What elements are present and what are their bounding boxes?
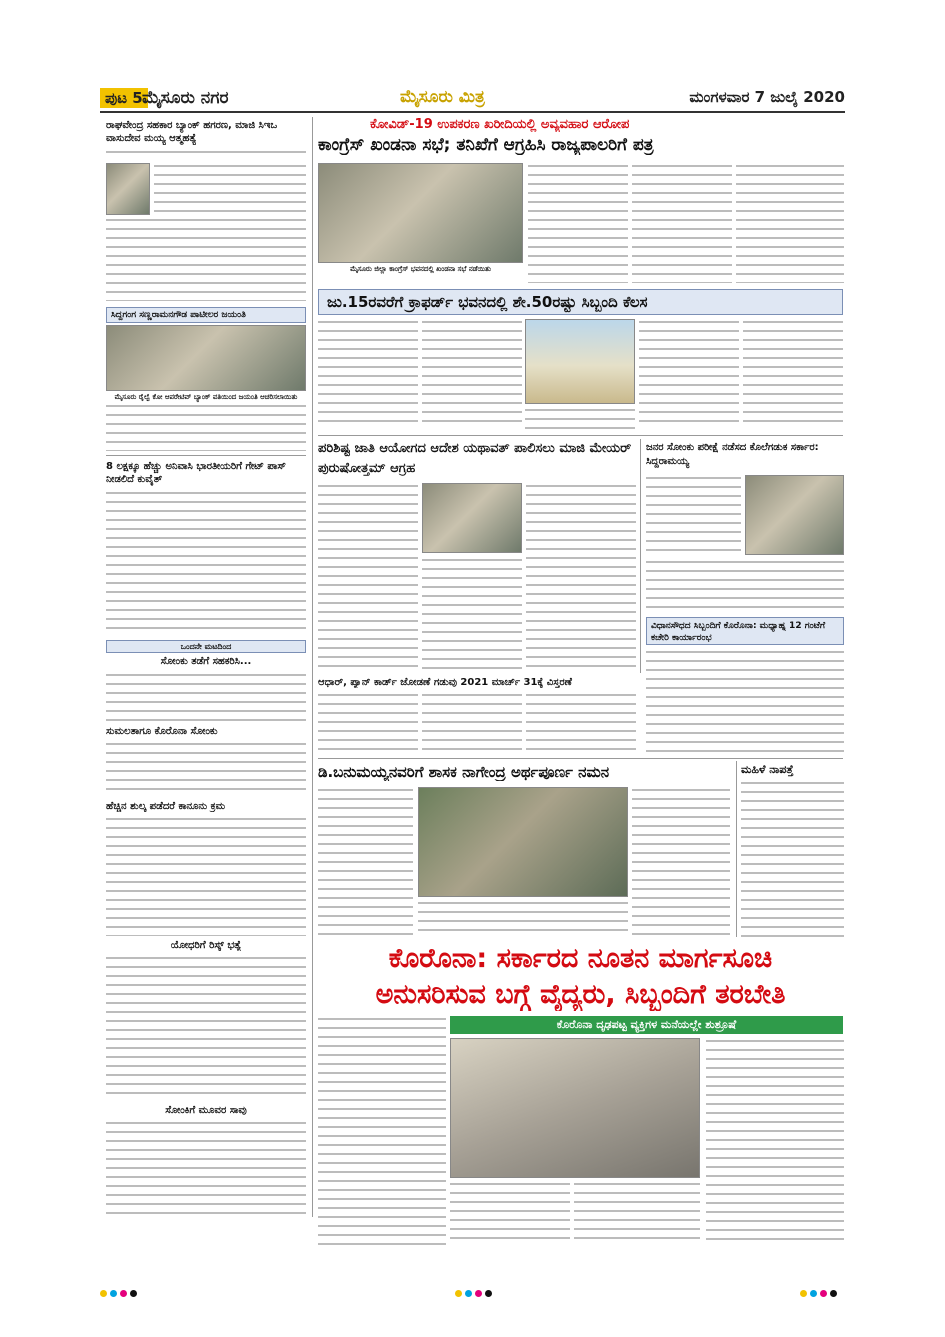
masthead	[100, 85, 845, 113]
jayanti-headline: ಸಿದ್ದಗಂಗ ಸಣ್ಣರಾಮನಗೌಡ ಪಾಟೀಲರ ಜಯಂತಿ	[106, 307, 306, 323]
namana-text-1	[318, 787, 413, 937]
kovid-headline: ಕಾಂಗ್ರೆಸ್ ಖಂಡನಾ ಸಭೆ; ತನಿಖೆಗೆ ಆಗ್ರಹಿಸಿ ರಾಜ್ಯಪಾಲರಿಗೆ ಪತ್ರ	[318, 135, 654, 155]
corona-text-4	[706, 1038, 844, 1246]
kovid-meeting-photo	[318, 163, 523, 263]
column-divider	[640, 439, 641, 673]
soanku-text	[106, 672, 306, 722]
corona-headline-line1: ಕೊರೊನಾ: ಸರ್ಕಾರದ ನೂತನ ಮಾರ್ಗಸೂಚಿ	[388, 943, 773, 974]
jati-text-3	[526, 483, 636, 673]
registration-marks	[455, 1290, 492, 1297]
namana-text-2	[632, 787, 730, 937]
kuwait-story-text	[106, 490, 306, 635]
newspaper-logo: ಮೈಸೂರು ಮಿತ್ರ	[400, 87, 485, 107]
kuwait-headline: 8 ಲಕ್ಷಕ್ಕೂ ಹೆಚ್ಚು ಅನಿವಾಸಿ ಭಾರತೀಯರಿಗೆ ಗೇಟ್ ಪಾಸ್ ನೀಡಲಿದೆ ಕುವೈತ್	[106, 461, 286, 485]
fee-text	[106, 816, 306, 936]
mayor-portrait	[422, 483, 522, 553]
sumalatha-headline: ಸುಮಲತಾಗೂ ಕೊರೊನಾ ಸೋಂಕು	[106, 726, 218, 737]
crawford-text-4	[743, 319, 843, 429]
aadhaar-text-1	[318, 692, 418, 754]
corona-headline-line2: ಅನುಸರಿಸುವ ಬಗ್ಗೆ ವೈದ್ಯರು, ಸಿಬ್ಬಂದಿಗೆ ತರಬೇತಿ	[375, 979, 786, 1010]
jati-text-2	[422, 557, 522, 673]
risk-headline: ಯೋಧರಿಗೆ ರಿಸ್ಕ್ ಭತ್ಯೆ	[170, 940, 242, 951]
namana-caption-text	[418, 900, 628, 937]
column-divider	[736, 761, 737, 937]
missing-woman-text	[741, 780, 844, 937]
siddaramaiah-headline: ಜನರ ಸೋಂಕು ಪರೀಕ್ಷೆ ನಡೆಸದ ಕೊಲೆಗಡುಕ ಸರ್ಕಾರ: ಸಿದ್ದರಾಮಯ್ಯ	[646, 442, 819, 467]
bank-story-text-top	[106, 149, 306, 157]
divider	[106, 455, 306, 456]
training-session-photo	[450, 1038, 700, 1178]
crawford-hall-photo	[525, 319, 635, 404]
section-title: ಮೈಸೂರು ನಗರ	[142, 88, 229, 108]
registration-marks	[800, 1290, 837, 1297]
jayanti-caption-text	[106, 403, 306, 451]
risk-text	[106, 955, 306, 1100]
namana-headline: ಡಿ.ಬನುಮಯ್ಯನವರಿಗೆ ಶಾಸಕ ನಾಗೇಂದ್ರ ಅರ್ಥಪೂರ್ಣ ನಮನ	[318, 763, 610, 781]
jati-text-1	[318, 483, 418, 673]
fee-headline: ಹೆಚ್ಚಿನ ಶುಲ್ಕ ಪಡೆದರೆ ಕಾನೂನು ಕ್ರಮ	[106, 801, 226, 812]
crawford-text-2	[422, 319, 522, 429]
kovid-text-1	[528, 163, 628, 283]
registration-marks	[100, 1290, 137, 1297]
vidhana-soudha-headline: ವಿಧಾನಸೌಧದ ಸಿಬ್ಬಂದಿಗೆ ಕೊರೊನಾ: ಮಧ್ಯಾಹ್ನ 12 ಗಂಟೆಗೆ ಕಚೇರಿ ಕಾರ್ಯಾರಂಭ	[646, 617, 844, 645]
kovid-text-3	[736, 163, 844, 283]
kovid-text-2	[632, 163, 732, 283]
continued-label: ಒಂದನೇ ಮಟದಿಂದ	[106, 640, 306, 653]
crawford-text-3	[639, 319, 739, 429]
page-number: ಪುಟ 5	[100, 88, 148, 108]
kovid-caption: ಮೈಸೂರು ಜಿಲ್ಲಾ ಕಾಂಗ್ರೆಸ್ ಭವನದಲ್ಲಿ ಖಂಡನಾ ಸಭೆ ನಡೆಯಿತು	[350, 265, 491, 273]
death-text	[106, 1120, 306, 1215]
vidhana-soudha-text	[646, 649, 844, 755]
kovid-kicker: ಕೋವಿಡ್-19 ಉಪಕರಣ ಖರೀದಿಯಲ್ಲಿ ಅವ್ಯವಹಾರ ಆರೋಪ	[370, 117, 630, 132]
aadhaar-headline: ಆಧಾರ್, ಪ್ಯಾನ್ ಕಾರ್ಡ್ ಜೋಡಣೆ ಗಡುವು 2021 ಮಾರ್ಚ್ 31ಕ್ಕೆ ವಿಸ್ತರಣೆ	[318, 677, 572, 688]
siddaramaiah-portrait	[745, 475, 844, 555]
crawford-text-1	[318, 319, 418, 429]
column-divider	[312, 117, 313, 1217]
siddaramaiah-text-2	[646, 559, 844, 613]
divider	[318, 758, 843, 759]
divider	[318, 435, 843, 436]
crawford-headline: ಜು.15ರವರೆಗೆ ಕ್ರಾಫರ್ಡ್ ಭವನದಲ್ಲಿ ಶೇ.50ರಷ್ಟು ಸಿಬ್ಬಂದಿ ಕೆಲಸ	[318, 289, 843, 315]
bank-story-text-side	[154, 163, 306, 215]
siddaramaiah-text-1	[646, 475, 741, 555]
home-care-strip: ಕೊರೊನಾ ದೃಢಪಟ್ಟ ವ್ಯಕ್ತಿಗಳ ಮನೆಯಲ್ಲೇ ಶುಶ್ರೂಷೆ	[450, 1016, 843, 1034]
issue-date: ಮಂಗಳವಾರ 7 ಜುಲೈ 2020	[689, 88, 845, 106]
missing-woman-headline: ಮಹಿಳೆ ನಾಪತ್ತೆ	[741, 763, 794, 776]
portrait-photo	[106, 163, 150, 215]
tree-planting-photo	[418, 787, 628, 897]
bank-story-text	[106, 217, 306, 301]
death-headline: ಸೋಂಕಿಗೆ ಮೂವರ ಸಾವು	[165, 1105, 247, 1116]
crawford-caption-text	[525, 407, 635, 429]
jati-headline: ಪರಿಶಿಷ್ಟ ಜಾತಿ ಆಯೋಗದ ಆದೇಶ ಯಥಾವತ್ ಪಾಲಿಸಲು ಮಾಜಿ ಮೇಯರ್ ಪುರುಷೋತ್ತಮ್ ಆಗ್ರಹ	[318, 441, 632, 476]
sumalatha-text	[106, 741, 306, 797]
corona-text-3	[574, 1181, 700, 1246]
bank-story-headline: ರಾಘವೇಂದ್ರ ಸಹಕಾರ ಬ್ಯಾಂಕ್ ಹಗರಣ, ಮಾಜಿ ಸಿಇಒ ವಾಸುದೇವ ಮಯ್ಯ ಆತ್ಮಹತ್ಯೆ	[106, 120, 278, 144]
jayanti-caption: ಮೈಸೂರು ರೈಲ್ವೆ ಕೋ ಆಪರೇಟಿವ್ ಬ್ಯಾಂಕ್ ವತಿಯಿಂದ ಜಯಂತಿ ಆಚರಿಸಲಾಯಿತು	[114, 393, 298, 401]
soanku-headline: ಸೋಂಕು ತಡೆಗೆ ಸಹಕರಿಸಿ...	[160, 656, 252, 667]
corona-text-2	[450, 1181, 570, 1246]
jayanti-group-photo	[106, 325, 306, 391]
corona-text-1	[318, 1016, 446, 1246]
aadhaar-text-2	[422, 692, 522, 754]
aadhaar-text-3	[526, 692, 636, 754]
newspaper-page	[100, 85, 845, 1285]
